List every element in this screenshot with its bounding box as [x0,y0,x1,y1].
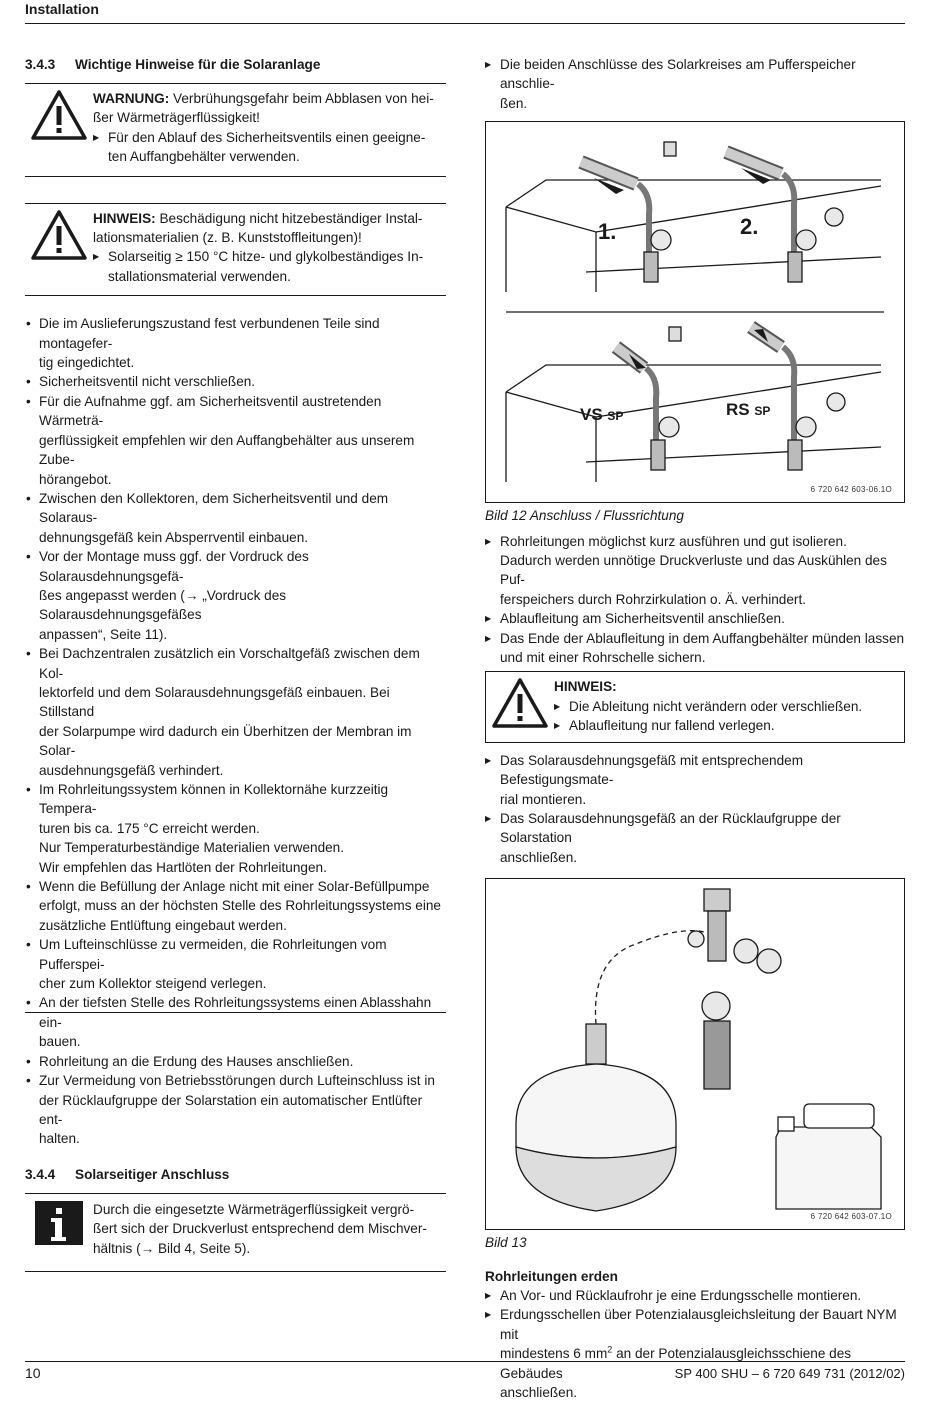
figure-12-label-step1: 1. [598,219,617,245]
vessel-step: ▶ Das Solarausdehnungsgefäß mit entsprechendem Befestigungsmate- rial montieren. [485,751,905,809]
note-bullet: • Zwischen den Kollektoren, dem Sicherheitsventil und dem Solaraus- dehnungsgefäß kein Absperrventil einbauen. [25,489,446,547]
note-bullet: • Bei Dachzentralen zusätzlich ein Vorschaltgefäß zwischen dem Kol- lektorfeld und dem Solarausdehnungsgefäß einbauen. Bei Stillstand der Solarpumpe wird dadurch ein Überhitzen der Membran im Solar- ausdehnungsgefäß verhindert. [25,644,446,780]
vessel-step: ▶ Das Solarausdehnungsgefäß an der Rücklaufgruppe der Solarstation anschließen. [485,809,905,867]
footer-rule [25,1361,905,1362]
notice-label: HINWEIS: [93,210,156,226]
right-column [485,55,905,1402]
figure-12-code: 6 720 642 603-06.1O [810,484,892,494]
notice2-label: HINWEIS: [554,679,617,695]
note-bullet: • Die im Auslieferungszustand fest verbundenen Teile sind montagefer- tig eingedichtet. [25,314,446,372]
note-bullet: • Zur Vermeidung von Betriebsstörungen durch Lufteinschluss ist in der Rücklaufgruppe der Solarstation ein automatischer Entlüfter ent- halten. [25,1071,446,1149]
note-bullet: • An der tiefsten Stelle des Rohrleitungssystems einen Ablasshahn ein- bauen. [25,993,446,1051]
page-number: 10 [25,1365,41,1381]
figure-13-illustration [486,879,904,1227]
left-column-end-rule [25,1012,446,1013]
warning-action: ▶ Für den Ablauf des Sicherheitsventils einen geeigne- ten Auffangbehälter verwenden. [93,128,440,167]
vessel-steps-list [485,751,905,867]
figure-12-caption: Bild 12 Anschluss / Flussrichtung [485,508,684,524]
note-bullet: • Um Lufteinschlüsse zu vermeiden, die Rohrleitungen vom Pufferspei- cher zum Kollektor steigend verlegen. [25,935,446,993]
figure-13-caption: Bild 13 [485,1235,527,1251]
left-column [25,55,446,1272]
figure-12 [485,121,905,503]
note-bullet: • Sicherheitsventil nicht verschließen. [25,372,446,391]
info-box: Durch die eingesetzte Wärmeträgerflüssigkeit vergrö- ßert sich der Druckverlust entsprechend dem Mischver- hältnis (→ Bild 4, Seite 5). [25,1193,446,1272]
pipe-steps-list [485,532,905,668]
section-344-heading: 3.4.4 Solarseitiger Anschluss [25,1166,230,1182]
figure-12-label-rs: RS SP [726,400,771,420]
notice-triangle-icon [25,209,93,261]
info-icon [25,1200,93,1246]
grounding-heading: Rohrleitungen erden [485,1268,618,1284]
note-bullet: • Im Rohrleitungssystem können in Kollektornähe kurzzeitig Tempera- turen bis ca. 175 °C erreicht werden. Nur Temperaturbeständige Materialien verwenden. Wir empfehlen das Hartlöten der Rohrleitungen. [25,780,446,877]
warning-label: WARNUNG: [93,91,170,106]
notice-action: ▶ Solarseitig ≥ 150 °C hitze- und glykolbeständiges In- stallationsmaterial verwenden. [93,247,440,286]
figure-12-label-vs: VS SP [580,405,624,425]
header-rule [25,23,905,24]
notice2-triangle-icon [486,677,554,729]
notice2-box: HINWEIS: ▶ Die Ableitung nicht verändern oder verschließen. ▶ Ablaufleitung nur fallend verlegen. [485,671,905,742]
document-reference: SP 400 SHU – 6 720 649 731 (2012/02) [674,1366,905,1381]
pipe-step: ▶ Ablaufleitung am Sicherheitsventil anschließen. [485,609,905,628]
section-343-heading: 3.4.3 Wichtige Hinweise für die Solaranlage [25,57,321,72]
note-bullet: • Für die Aufnahme ggf. am Sicherheitsventil austretenden Wärmeträ- gerflüssigkeit empfehlen wir den Auffangbehälter aus unserem Zube- hörangebot. [25,392,446,489]
note-bullet: • Rohrleitung an die Erdung des Hauses anschließen. [25,1052,446,1071]
figure-13-code: 6 720 642 603-07.1O [810,1211,892,1221]
notes-bullet-list [25,314,446,1148]
warning-box: WARNUNG: Verbrühungsgefahr beim Abblasen von hei- ßer Wärmeträgerflüssigkeit! ▶ Für den Ablauf des Sicherheitsventils einen geeigne- ten Auffangbehälter verwenden. [25,83,446,177]
note-bullet: • Wenn die Befüllung der Anlage nicht mit einer Solar-Befüllpumpe erfolgt, muss an der höchsten Stelle des Rohrleitungssystems eine zusätzliche Entlüftung eingebaut werden. [25,877,446,935]
warning-triangle-icon [25,89,93,141]
connect-step: ▶ Die beiden Anschlüsse des Solarkreises am Pufferspeicher anschlie- ßen. [485,55,905,113]
grounding-steps-list: ▶ An Vor- und Rücklaufrohr je eine Erdungsschelle montieren. ▶ Erdungsschellen über Potenzialausgleichsleitung der Bauart NYM mit mindestens 6 $mm^2$ an der Potenzialausgleichsschiene des Gebäudes anschließen. [485,1286,905,1402]
page-header-title: Installation [25,1,99,17]
notice-box: HINWEIS: Beschädigung nicht hitzebeständiger Instal- lationsmaterialien (z. B. Kunststoffleitungen)! ▶ Solarseitig ≥ 150 °C hitze- und glykolbeständiges In- stallationsmaterial verwenden. [25,203,446,297]
figure-13 [485,878,905,1230]
pipe-step: ▶ Rohrleitungen möglichst kurz ausführen und gut isolieren. Dadurch werden unnötige Druckverluste und das Auskühlen des Puf- ferspeichers durch Rohrzirkulation o. Ä. verhindert. [485,532,905,610]
pipe-step: ▶ Das Ende der Ablaufleitung in dem Auffangbehälter münden lassen und mit einer Rohrschelle sichern. [485,629,905,668]
note-bullet: • Vor der Montage muss ggf. der Vordruck des Solarausdehnungsgefä- ßes angepasst werden (→ „Vordruck des Solarausdehnungsgefäßes anpassen“, Seite 11). [25,547,446,644]
figure-12-label-step2: 2. [740,214,759,240]
figure-12-illustration [486,122,904,500]
